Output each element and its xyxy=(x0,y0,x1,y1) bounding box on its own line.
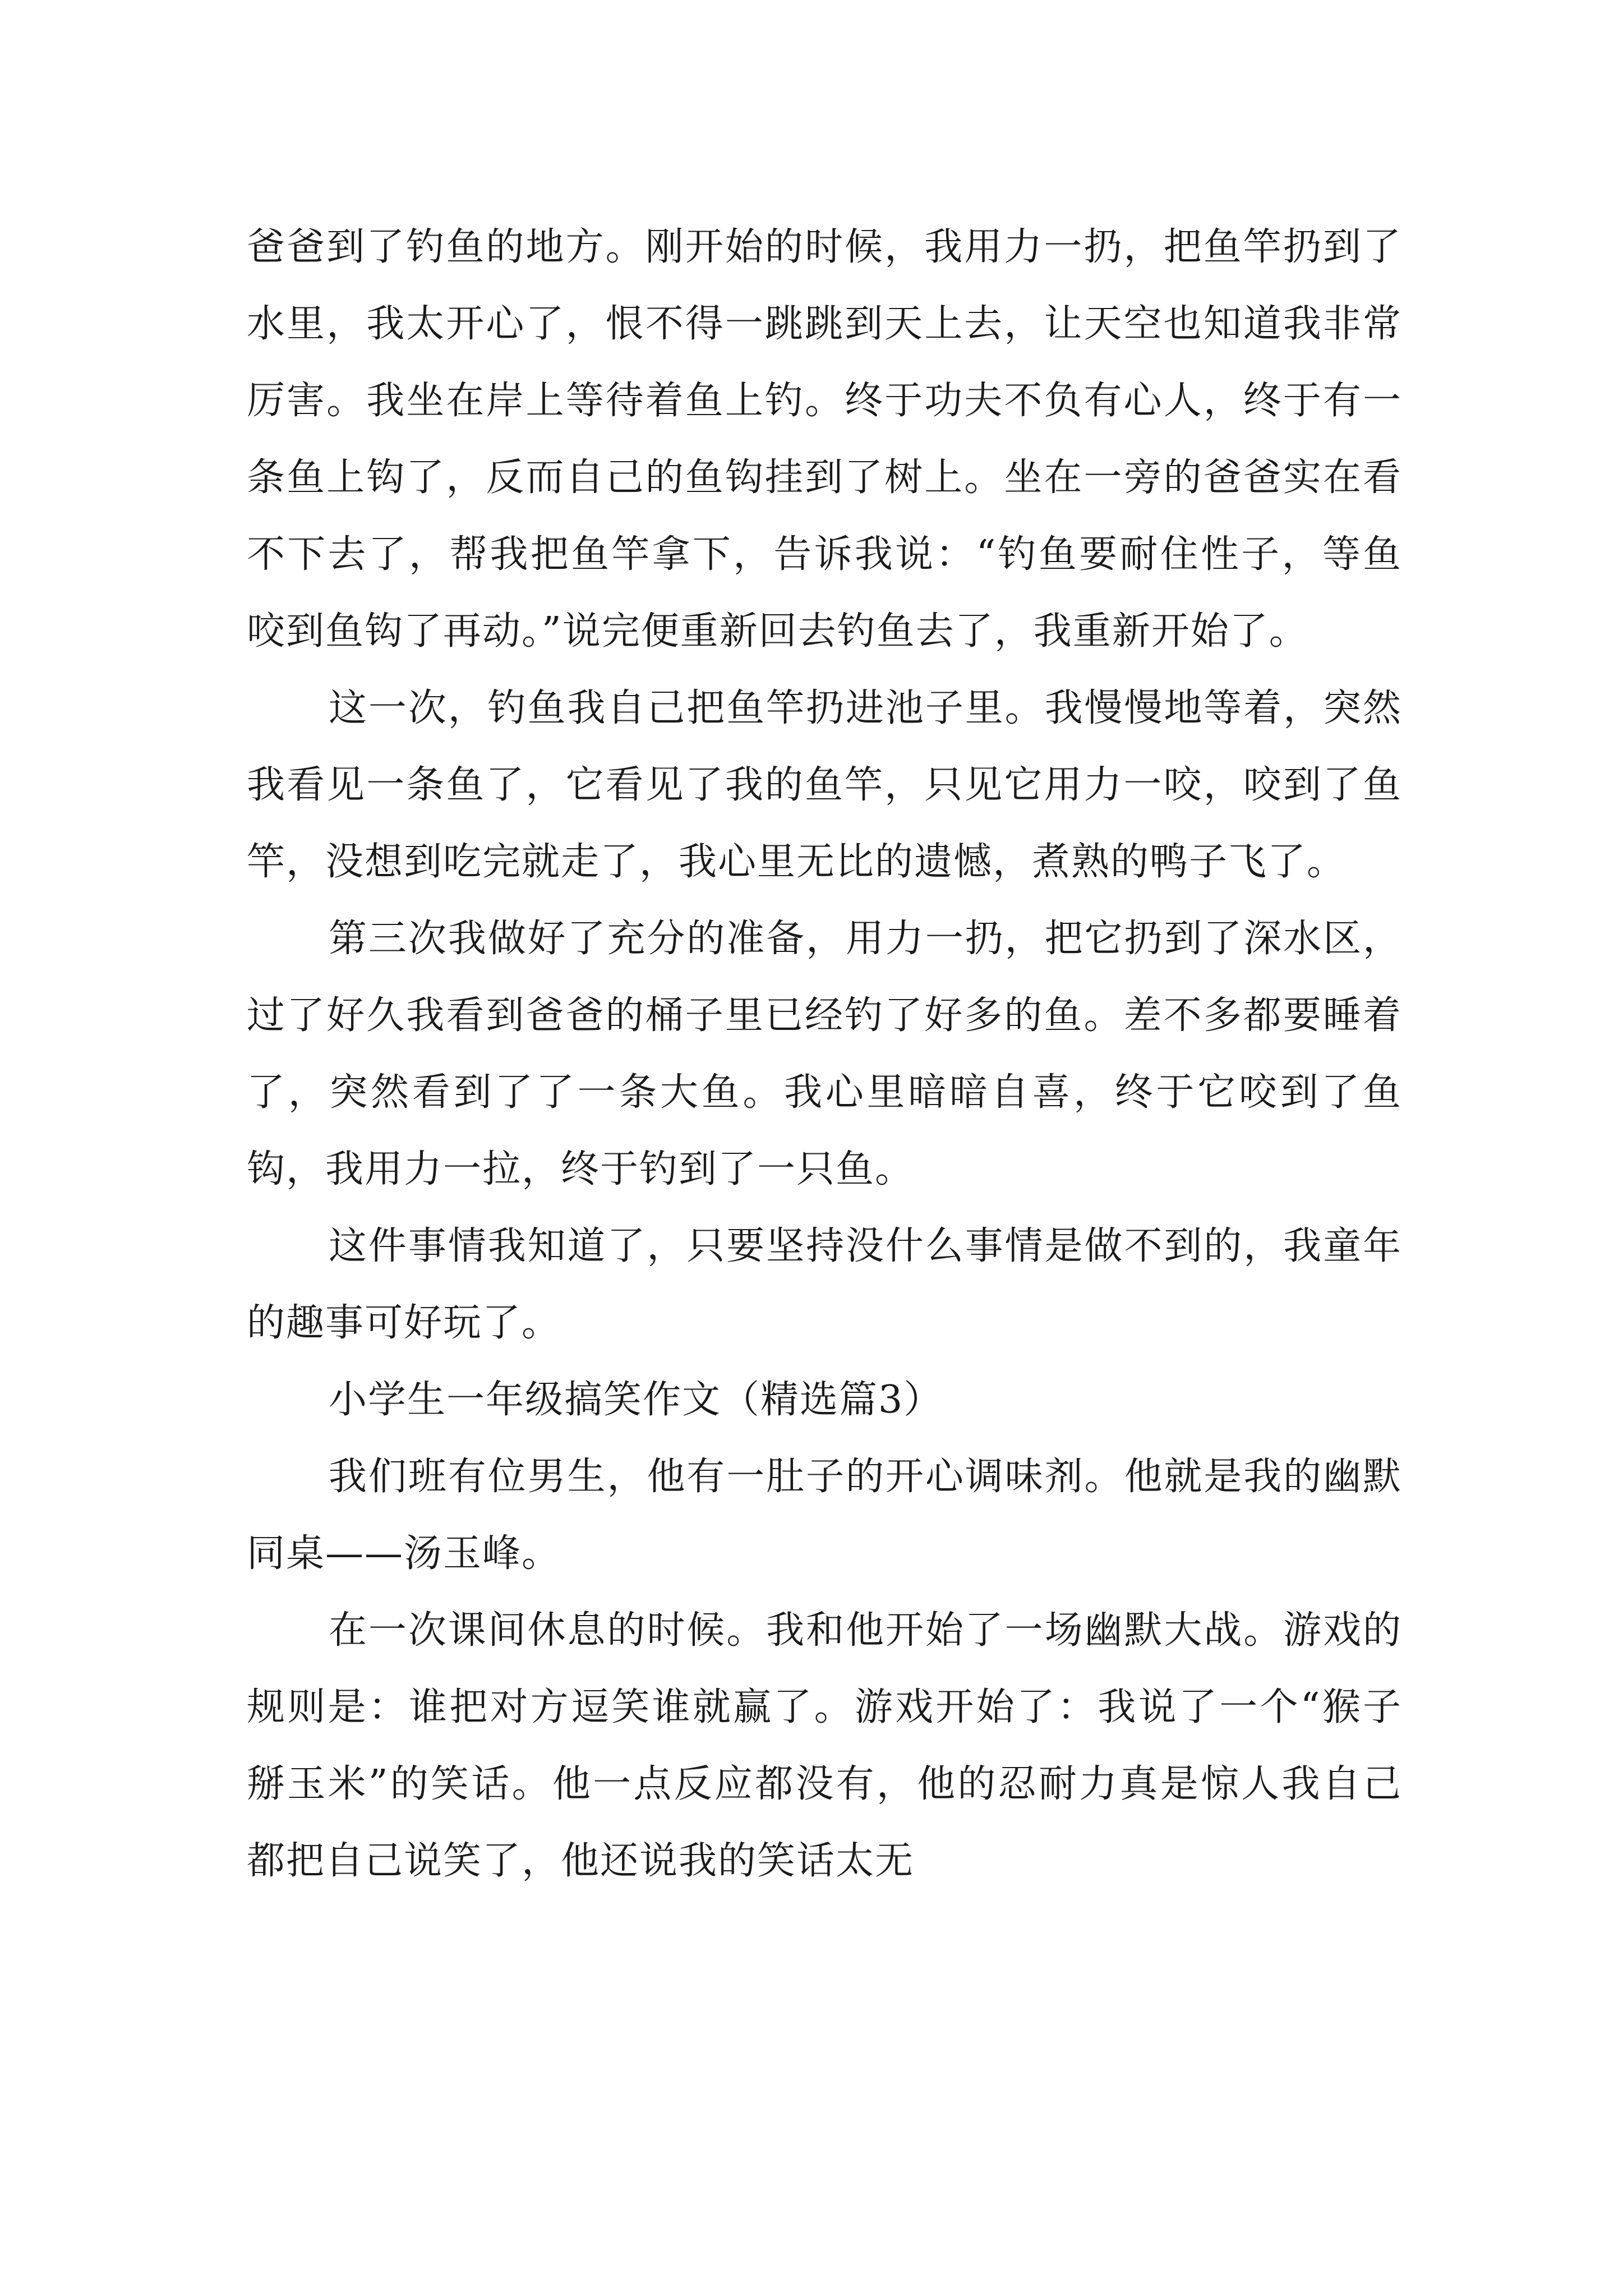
document-body xyxy=(247,209,1402,1899)
paragraph-third-try: 第三次我做好了充分的准备，用力一扔，把它扔到了深水区，过了好久我看到爸爸的桶子里已经钓了好多的鱼。差不多都要睡着了，突然看到了了一条大鱼。我心里暗暗自喜，终于它咬到了鱼钩，我用力一拉，终于钓到了一只鱼。 xyxy=(247,917,1402,1191)
paragraph-second-try: 这一次，钓鱼我自己把鱼竿扔进池子里。我慢慢地等着，突然我看见一条鱼了，它看见了我的鱼竿，只见它用力一咬，咬到了鱼竿，没想到吃完就走了，我心里无比的遗憾，煮熟的鸭子飞了。 xyxy=(247,686,1402,884)
paragraph-conclusion: 这件事情我知道了，只要坚持没什么事情是做不到的，我童年的趣事可好玩了。 xyxy=(247,1224,1402,1345)
paragraph-humor-battle: 在一次课间休息的时候。我和他开始了一场幽默大战。游戏的规则是：谁把对方逗笑谁就赢了。游戏开始了：我说了一个“猴子掰玉米”的笑话。他一点反应都没有，他的忍耐力真是惊人我自己都把自己说笑了，他还说我的笑话太无 xyxy=(247,1608,1402,1883)
section-title: 小学生一年级搞笑作文（精选篇3） xyxy=(329,1378,943,1422)
paragraph-fishing-start: 爸爸到了钓鱼的地方。刚开始的时候，我用力一扔，把鱼竿扔到了水里，我太开心了，恨不得一跳跳到天上去，让天空也知道我非常厉害。我坐在岸上等待着鱼上钓。终于功夫不负有心人，终于有一条鱼上钩了，反而自己的鱼钩挂到了树上。坐在一旁的爸爸实在看不下去了，帮我把鱼竿拿下，告诉我说：“钓鱼要耐住性子，等鱼咬到鱼钩了再动。”说完便重新回去钓鱼去了，我重新开始了。 xyxy=(247,225,1402,654)
paragraph-deskmate-intro: 我们班有位男生，他有一肚子的开心调味剂。他就是我的幽默同桌——汤玉峰。 xyxy=(247,1455,1402,1576)
